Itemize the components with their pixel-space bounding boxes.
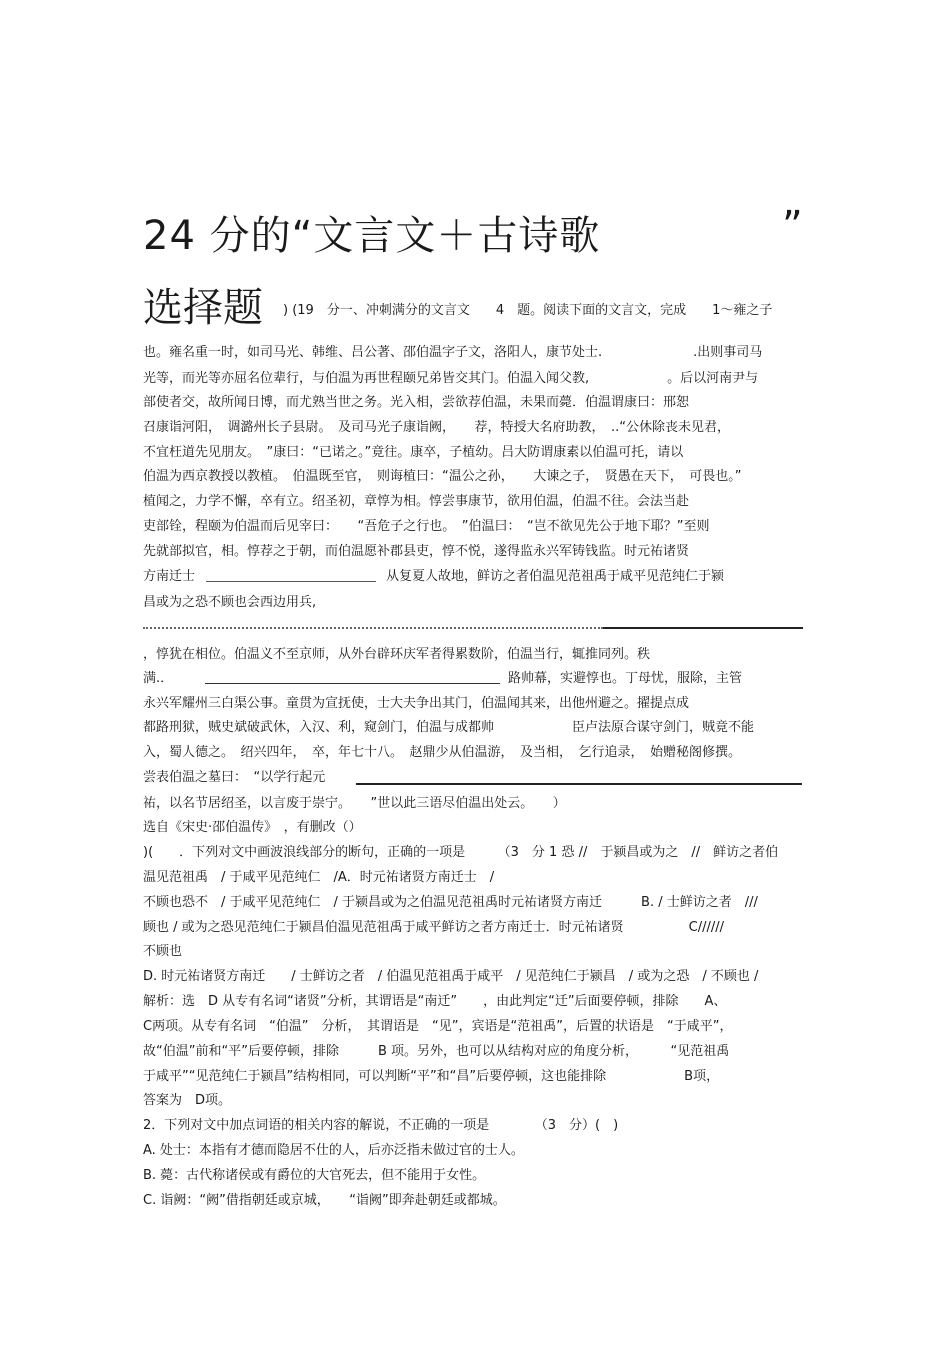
body-line: 植闻之，力学不懈，卒有立。绍圣初，章惇为相。惇尝事康节，欲用伯温，伯温不往。会法当赴: [143, 494, 690, 509]
body-line: 光等，而光等亦屈名位辈行，与伯温为再世程颐兄弟皆交其门。伯温入闻父教, 。后以河南尹与: [143, 371, 759, 386]
answer-line: 答案为 D项。: [143, 1093, 232, 1108]
body-line: 入，蜀人德之。 绍兴四年， 卒，年七十八。 赵鼎少从伯温游， 及当相， 乞行追录， 始赠秘阁修撰。: [143, 745, 742, 760]
body-line: 祐，以名节居绍圣，以言废于崇宁。 ”世以此三语尽伯温出处云。 ）: [143, 796, 566, 811]
solid-divider: [603, 627, 803, 629]
blank-underline: [356, 783, 802, 785]
question-1-line: 不顾也: [143, 944, 183, 959]
body-line: ，惇犹在相位。伯温义不至京师，从外台辟环庆军者得累数阶，伯温当行，辄推同列。秩: [143, 647, 651, 662]
analysis-line: C两项。从专有名词 “伯温” 分析， 其谓语是 “见”，宾语是“范祖禹”，后置的状语是 “于咸平”，: [143, 1019, 733, 1034]
body-line: 永兴军耀州三白渠公事。童贯为宣抚使，士大夫争出其门，伯温闻其来，出他州避之。擢提点成: [143, 696, 690, 711]
option-d: D. 时元祐诸贤方南迁 / 士鲜访之者 / 伯温见范祖禹于咸平 / 见范纯仁于颍昌 / 或为之恐 / 不顾也 /: [143, 969, 759, 984]
blank-underline: [206, 581, 376, 582]
body-line: 尝表伯温之墓曰： “以学行起元: [143, 770, 326, 785]
question-1-line: 温见范祖禹 / 于咸平见范纯仁 /A．时元祐诸贤方南迁士 /: [143, 870, 495, 885]
document-title-line2: 选择题: [143, 285, 263, 331]
question-1: )( ．下列对文中画波浪线部分的断句，正确的一项是 （3 分 1 恐 // 于颍昌或为之 // 鲜访之者伯: [143, 845, 779, 860]
body-line: 都路刑狱，贼史斌破武休，入汉、利，窥剑门，伯温与成都帅 臣卢法原合谋守剑门，贼竟不能: [143, 720, 755, 735]
body-line: 先就部拟官，相。惇荐之于朝，而伯温愿补郡县吏，惇不悦，遂得监永兴军铸钱监。时元祐诸贤: [143, 544, 690, 559]
document-title-line1: 24 分的“文言文＋古诗歌: [143, 213, 601, 259]
body-line: 伯温为西京教授以教植。 伯温既至官， 则诲植曰：“温公之孙， 大谏之子， 贤愚在天下， 可畏也。”: [143, 469, 742, 484]
analysis-line: 解析：选 D 从专有名词“诸贤”分析，其谓语是“南迁” ，由此判定“迁”后面要停顿，排除 A、: [143, 994, 727, 1009]
body-line: 也。雍名重一时，如司马光、韩维、吕公著、邵伯温字子文，洛阳人，康节处士. .出则事司马: [143, 345, 763, 360]
document-title-close-quote: ”: [782, 203, 803, 249]
body-line: 部使者交，故所闻日博，而尤熟当世之务。光入相，尝欲荐伯温，未果而薨．伯温谓康曰：邢恕: [143, 395, 690, 410]
question-2: 2．下列对文中加点词语的相关内容的解说，不正确的一项是 （3 分）( ): [143, 1118, 619, 1133]
analysis-line: 故“伯温”前和“平”后要停顿，排除 B 项。另外，也可以从结构对应的角度分析， “见范祖禹: [143, 1044, 730, 1059]
source-line: 选自《宋史·邵伯温传》 ，有删改（）: [143, 820, 362, 835]
body-line: 召康诣河阳， 调潞州长子县尉。 及司马光子康诣阙， 荐，特授大名府助教， ..“公休除丧未见君，: [143, 420, 731, 435]
blank-underline: [205, 683, 500, 684]
option-a: A. 处士：本指有才德而隐居不仕的人，后亦泛指未做过官的士人。: [143, 1143, 524, 1158]
body-line: 满.．: [143, 671, 174, 686]
question-1-line: 顾也 / 或为之恐见范纯仁于颍昌伯温见范祖禹于咸平鲜访之者方南迁士．时元祐诸贤 C//////: [143, 920, 725, 935]
body-line: 吏部铨，程颐为伯温而后见宰曰： “吾危子之行也。 ”伯温曰： “岂不欲见先公于地下耶？”至则: [143, 519, 710, 534]
question-1-line: 不顾也恐不 / 于咸平见范纯仁 / 于颍昌或为之伯温见范祖禹时元祐诸贤方南迁 B. / 士鲜访之者 ///: [143, 895, 758, 910]
body-line: 不宜枉道先见朋友。 ”康曰：“已诺之。”竟往。康卒，子植幼。吕大防谓康素以伯温可托，请以: [143, 445, 684, 460]
option-c: C. 诣阙：“阙”借指朝廷或京城， “诣阙”即奔赴朝廷或都城。: [143, 1193, 506, 1208]
body-line-fragment: 从复夏人故地，鲜访之者伯温见范祖禹于咸平见范纯仁于颍: [386, 569, 725, 584]
dotted-divider: [143, 627, 603, 629]
option-b: B. 薨：古代称诸侯或有爵位的大官死去，但不能用于女性。: [143, 1168, 486, 1183]
body-line: 方南迁士: [143, 569, 196, 584]
analysis-line: 于咸平”“见范纯仁于颍昌”结构相同，可以判断“平”和“昌”后要停顿，这也能排除 B项，: [143, 1069, 720, 1084]
body-line-fragment: 路帅幕，实避惇也。丁母忧，服除，主管: [508, 671, 743, 686]
intro-text: ) (19 分一、冲刺满分的文言文 4 题。阅读下面的文言文，完成 1～雍之子: [283, 303, 773, 318]
body-line: 昌或为之恐不顾也会西边用兵,: [143, 595, 317, 610]
